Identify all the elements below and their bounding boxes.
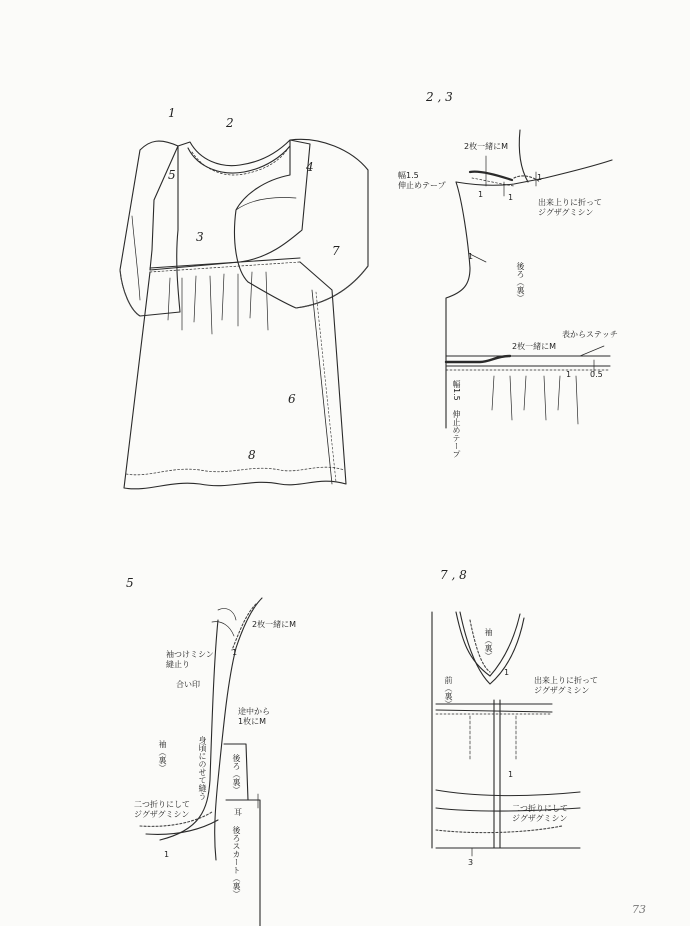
skirt-hem-zigzag: [126, 467, 344, 475]
label-selvage: 耳: [234, 808, 242, 817]
label-stay-tape-top: 伸止めテープ: [398, 181, 446, 190]
measure-1-bottom: 1: [164, 850, 170, 859]
measure-1-top: 1: [232, 648, 238, 657]
callout-5: 5: [168, 168, 176, 182]
section-label-7-8: 7 , 8: [440, 568, 467, 582]
armhole-curve: [215, 598, 262, 860]
measure-0-5: 0.5: [590, 370, 603, 379]
callout-4: 4: [306, 160, 314, 174]
measure-1-b: 1: [537, 173, 543, 182]
label-zigzag: ジグザグミシン: [134, 810, 190, 819]
label-fold-finish: 出来上りに折って: [534, 676, 598, 685]
label-sew-on-body: 身頃にのせて縫う: [198, 736, 207, 800]
callout-7: 7: [332, 244, 340, 258]
back-piece: [224, 744, 260, 926]
measure-1-d: 1: [468, 252, 474, 261]
bodice: [150, 140, 310, 270]
label-two-together-m: 2枚一緒にM: [252, 620, 296, 629]
label-front-wrong-side: 前（裏）: [444, 676, 453, 708]
label-zigzag-bottom: ジグザグミシン: [512, 814, 568, 823]
section-label-2-3: 2 , 3: [426, 90, 453, 104]
measure-1-top: 1: [504, 668, 510, 677]
left-sleeve-hem-zigzag: [120, 270, 140, 316]
garment-overview: [120, 139, 368, 489]
label-sleeve-wrong-side: 袖（裏）: [484, 628, 493, 660]
label-zigzag-top: ジグザグミシン: [534, 686, 590, 695]
label-back-wrong-side: 後ろ（裏）: [516, 262, 525, 302]
label-back-skirt: 後ろスカート（裏）: [232, 826, 241, 898]
label-midway: 途中から: [238, 707, 270, 716]
label-stitch-stop: 縫止り: [166, 660, 190, 669]
page-number: 73: [632, 903, 646, 916]
measure-3: 3: [468, 858, 474, 867]
callout-2: 2: [226, 116, 234, 130]
label-match-mark: 合い印: [176, 680, 200, 689]
callout-6: 6: [288, 392, 296, 406]
side-seam: [312, 290, 332, 484]
label-zigzag-stitch: ジグザグミシン: [538, 208, 594, 217]
callout-3: 3: [196, 230, 204, 244]
label-back-wrong-side: 後ろ（裏）: [232, 754, 241, 794]
callout-1: 1: [168, 106, 176, 120]
measure-1-a: 1: [508, 193, 514, 202]
label-two-together-m-top: 2枚一緒にM: [464, 142, 508, 151]
neckline: [188, 146, 290, 173]
label-fold-in-two: 二つ折りにして: [512, 804, 568, 813]
label-sleeve-stitch: 袖つけミシン: [166, 650, 214, 659]
label-sleeve-wrong-side: 袖（裏）: [158, 740, 167, 772]
label-two-together-m-mid: 2枚一緒にM: [512, 342, 556, 351]
measure-1-mid: 1: [508, 770, 514, 779]
diagram-2-3: [446, 130, 612, 428]
label-topstitch: 表からステッチ: [562, 330, 618, 339]
right-sleeve: [235, 139, 369, 308]
label-single-m: 1枚にM: [238, 717, 266, 726]
callout-8: 8: [248, 448, 256, 462]
measure-1-e: 1: [566, 370, 572, 379]
label-fold-in-two: 二つ折りにして: [134, 800, 190, 809]
label-width-1-5-mid: 幅1.5: [452, 380, 461, 401]
yoke-seam: [150, 258, 300, 268]
label-width-1-5-top: 幅1.5: [398, 171, 419, 180]
label-stay-tape-mid: 伸止めテープ: [452, 410, 461, 458]
label-fold-finish: 出来上りに折って: [538, 198, 602, 207]
measure-1-c: 1: [478, 190, 484, 199]
section-label-5: 5: [126, 576, 134, 590]
